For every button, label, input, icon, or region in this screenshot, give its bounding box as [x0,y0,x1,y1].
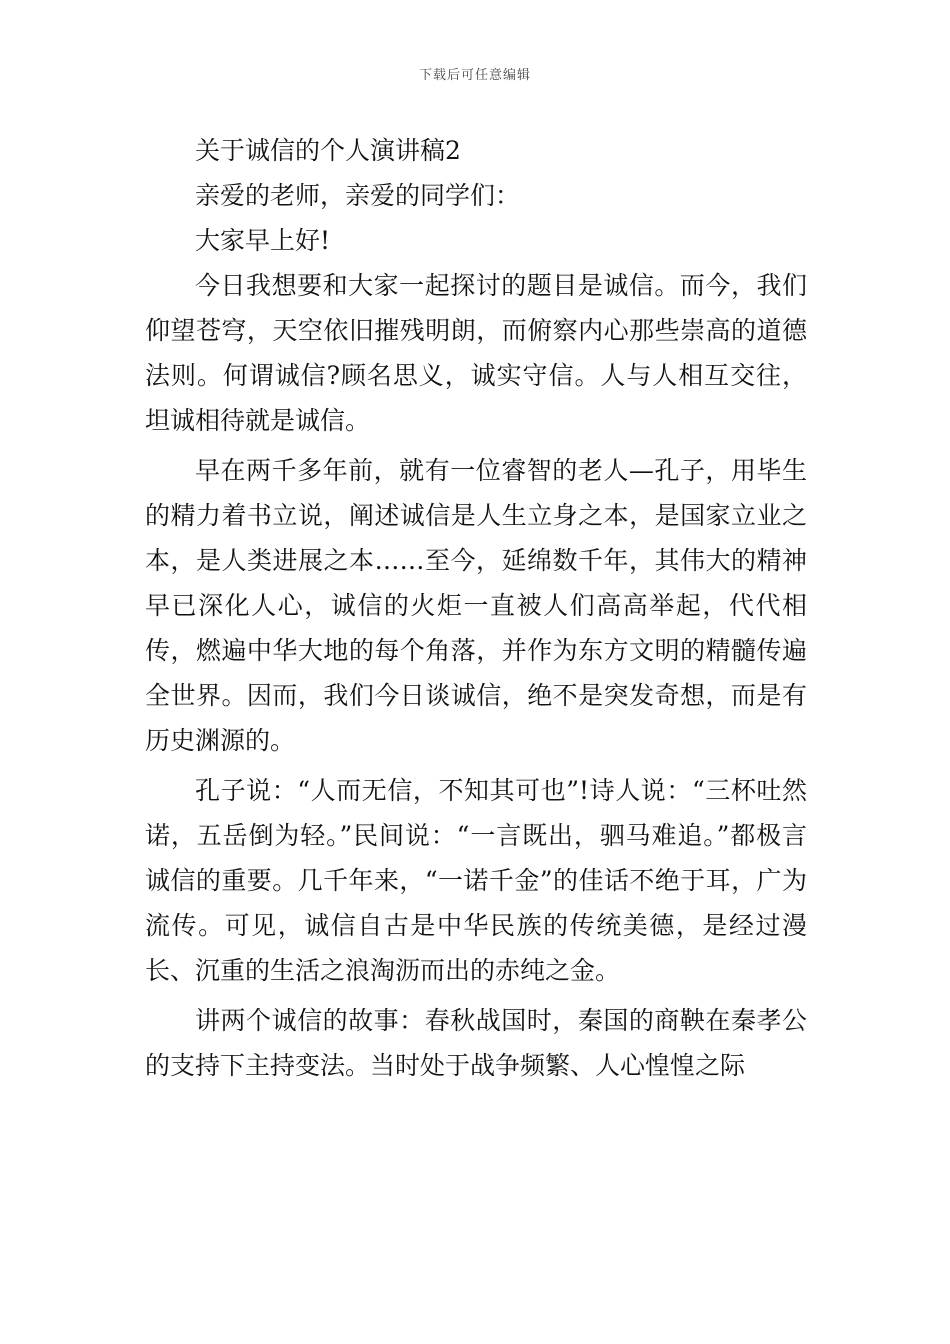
paragraph-4: 讲两个诚信的故事：春秋战国时，秦国的商鞅在秦孝公的支持下主持变法。当时处于战争频繁、人心惶惶之际 [145,1006,807,1080]
greeting: 大家早上好! [195,226,331,255]
paragraph-3: 孔子说：“人而无信，不知其可也”!诗人说：“三杯吐然诺，五岳倒为轻。”民间说：“一言既出，驷马难追。”都极言诚信的重要。几千年来，“一诺千金”的佳话不绝于耳，广为流传。可见，诚信自古是中华民族的传统美德，是经过漫长、沉重的生活之浪淘沥而出的赤纯之金。 [145,776,807,985]
paragraph-1: 今日我想要和大家一起探讨的题目是诚信。而今，我们仰望苍穹，天空依旧摧残明朗，而俯察内心那些崇高的道德法则。何谓诚信?顾名思义，诚实守信。人与人相互交往，坦诚相待就是诚信。 [145,271,807,435]
paragraph-2: 早在两千多年前，就有一位睿智的老人—孔子，用毕生的精力着书立说，阐述诚信是人生立身之本，是国家立业之本，是人类进展之本……至今，延绵数千年，其伟大的精神早已深化人心，诚信的火炬一直被人们高高举起，代代相传，燃遍中华大地的每个角落，并作为东方文明的精髓传遍全世界。因而，我们今日谈诚信，绝不是突发奇想，而是有历史渊源的。 [145,456,807,755]
document-body [145,128,807,1088]
header-note: 下载后可任意编辑 [418,68,531,83]
salutation: 亲爱的老师，亲爱的同学们： [195,181,521,210]
document-title: 关于诚信的个人演讲稿2 [195,136,461,165]
